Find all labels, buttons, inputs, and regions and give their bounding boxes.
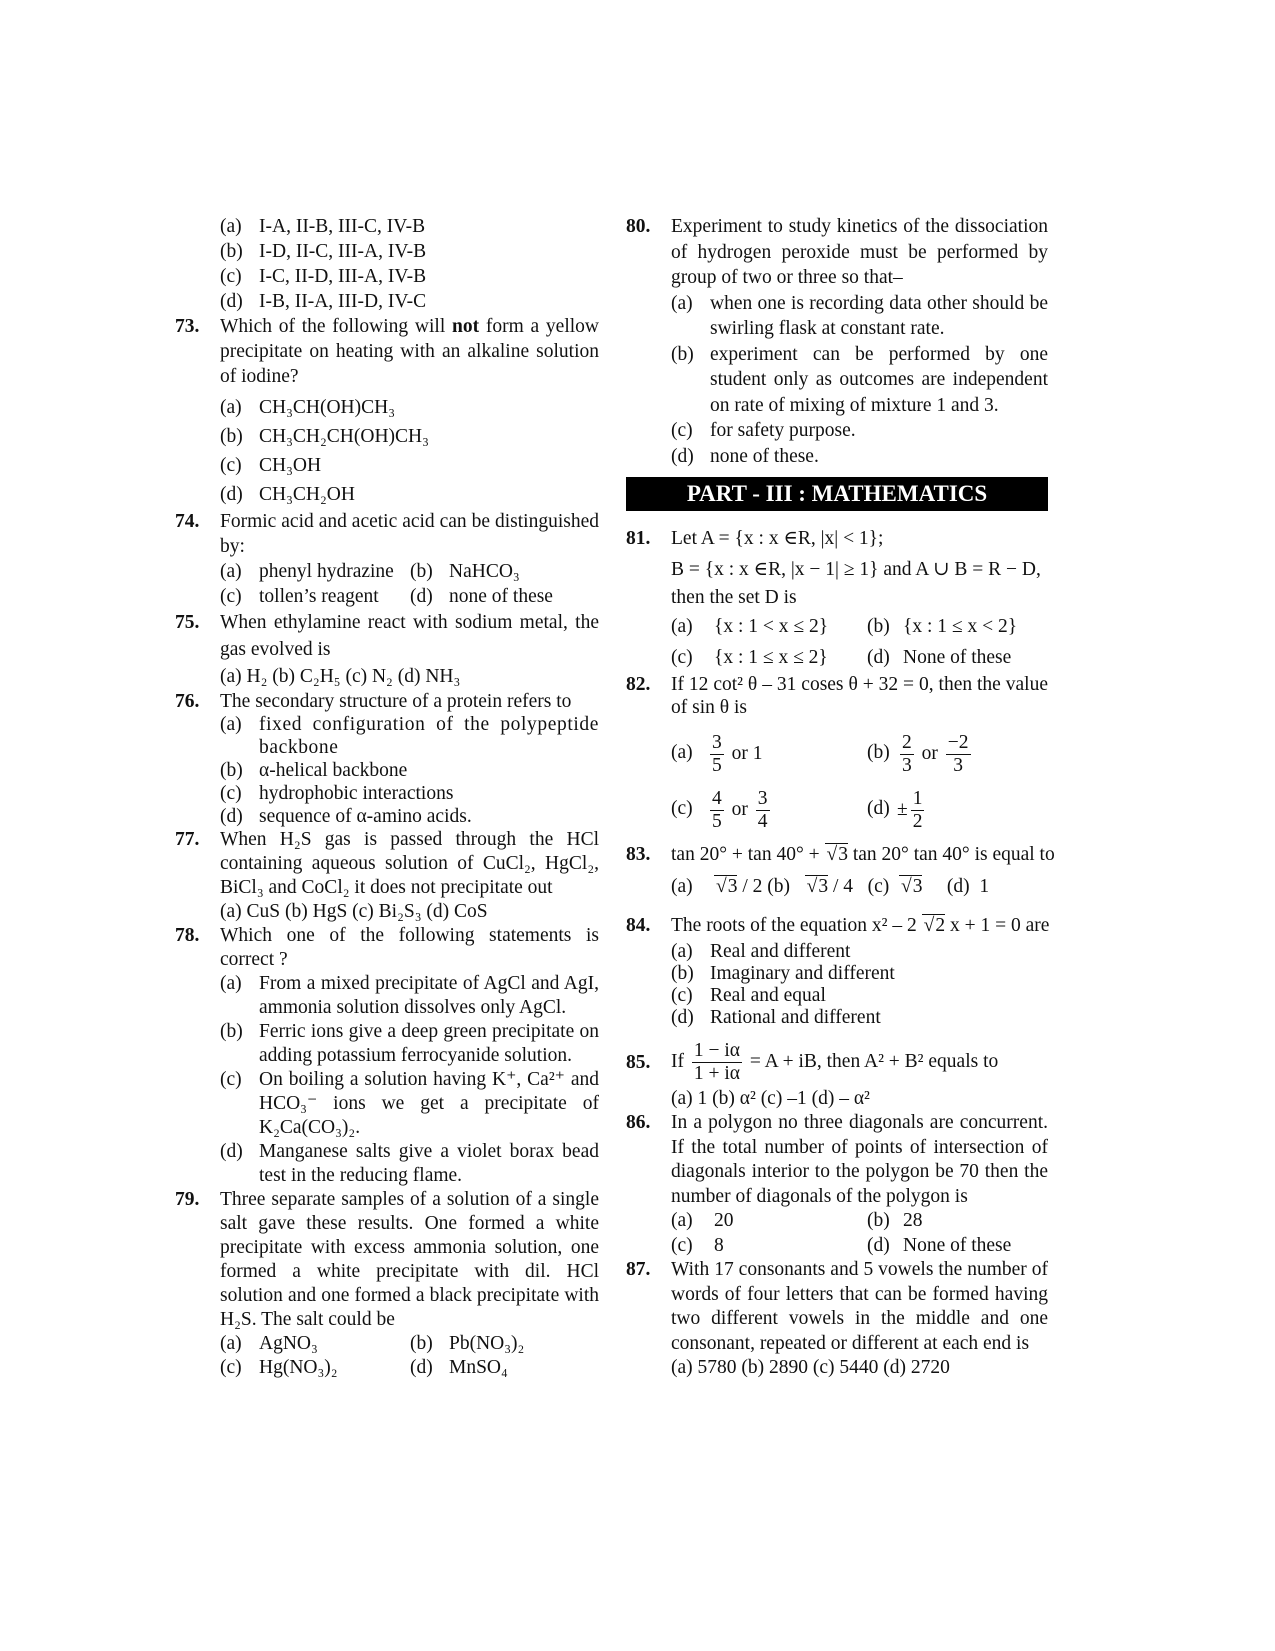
prev-question-options [175, 214, 599, 314]
question-75: 75. When ethylamine react with sodium metal, the gas evolved is (a) H₂ (b) C₂H₅ (c) N₂ (d) NH₃ [175, 612, 599, 687]
fraction: $\frac{1 - i\alpha}{1 + i\alpha}$ [693, 1039, 741, 1084]
question-83: 83. tan 20° + tan 40° + √ 3 tan 20° tan 40° is equal to (a)√ 3 / 2 (b) √ 3 / 4 (c) √ 3 (d) 1 [626, 839, 1048, 903]
fraction: $\frac{2}{3}$ [902, 731, 912, 776]
option: (c) I-C, II-D, III-A, IV-B [220, 266, 427, 287]
question-number: 73. [175, 316, 200, 337]
question-82: 82. If 12 cot² θ – 31 coses θ + 32 = 0, then the value of sin θ is (a) $\frac{3}{5}$ or 1 (b) $\frac{2}{3}$ or $\frac{-2}{3}$ (c) $\frac{4}{5}$ or $\frac{3}{4}$ (d) ± $\frac{1}{2}$ [626, 674, 1048, 832]
option: (b) I-D, II-C, III-A, IV-B [220, 241, 427, 262]
fraction: $\frac{3}{4}$ [757, 787, 768, 832]
section-banner: PART - III : MATHEMATICS [626, 477, 1048, 511]
question-78: 78. Which one of the following statements is correct ? (a) From a mixed precipitate of AgCl and AgI, ammonia solution dissolves only AgCl. (b) Ferric ions give a deep green precipitate on adding potassium ferrocyanide solution. (c) On boiling a solution having K⁺, Ca²⁺ and HCO₃⁻ ions we get a precipitate of K₂Ca(CO₃)₂. (d) Manganese salts give a violet borax bead test in the reducing flame. [175, 925, 599, 1186]
right-column [626, 214, 1055, 1381]
option: (d) CH₃CH₂OH [220, 484, 355, 505]
sqrt: √ 3 [825, 843, 848, 865]
fraction: $\frac{4}{5}$ [712, 787, 722, 832]
question-81: 81. Let A = {x : x ∈R, |x| < 1}; B = {x : x ∈R, |x − 1| ≥ 1} and A ∪ B = R − D, then the set D is (a) {x : 1 < x ≤ 2} (b) {x : 1 ≤ x < 2} (c) {x : 1 ≤ x ≤ 2} (d) None of these [626, 528, 1041, 668]
question-text: Which of the following will not form a yellow precipitate on heating with an alkaline solution of iodine? [220, 316, 600, 387]
fraction: $\frac{1}{2}$ [912, 787, 923, 832]
fraction: $\frac{-2}{3}$ [947, 731, 969, 776]
question-87: 87. With 17 consonants and 5 vowels the number of words of four letters that can be formed having two different vowels in the middle and one consonant, repeated or different at each end is (a) 5780 (b) 2890 (c) 5440 (d) 2720 [626, 1259, 1048, 1378]
question-80: 80. Experiment to study kinetics of the dissociation of hydrogen peroxide must be performed by group of two or three so that– (a) when one is recording data other should be swirling flask at constant rate. (b) experiment can be performed by one student only as outcomes are independent on rate of mixing of mixture 1 and 3. (c) for safety purpose. (d) none of these. [626, 216, 1048, 467]
fraction: $\frac{3}{5}$ [712, 731, 722, 776]
option: (c) CH₃OH [220, 455, 322, 476]
question-85: 85. If $\frac{1 - i\alpha}{1 + i\alpha}$ = A + iB, then A² + B² equals to (a) 1 (b) α² (c) –1 (d) – α² [626, 1039, 999, 1109]
question-86: 86. In a polygon no three diagonals are concurrent. If the total number of points of intersection of diagonals interior to the polygon be 70 then the number of diagonals of the polygon is (a) 20 (b) 28 (c) 8 (d) None of these [626, 1112, 1048, 1256]
question-79: 79. Three separate samples of a solution of a single salt gave these results. One formed a white precipitate with excess ammonia solution, one formed a white precipitate with dil. HCl solution and one formed a black precipitate with H₂S. The salt could be (a) AgNO₃ (b) Pb(NO₃)₂ (c) Hg(NO₃)₂ (d) MnSO₄ [175, 1189, 599, 1378]
question-77: 77. When H₂S gas is passed through the HCl containing aqueous solution of CuCl₂, HgCl₂, BiCl₃ and CoCl₂ it does not precipitate out (a) CuS (b) HgS (c) Bi₂S₃ (d) CoS [175, 829, 599, 922]
option: (a) CH₃CH(OH)CH₃ [220, 397, 396, 418]
option: (a) I-A, II-B, III-C, IV-B [220, 216, 426, 237]
question-74: 74. Formic acid and acetic acid can be distinguished by: (a) phenyl hydrazine (b) NaHCO₃ (c) tollen’s reagent (d) none of these [175, 511, 599, 607]
question-84: 84. The roots of the equation x² – 2 √ 2 x + 1 = 0 are (a) Real and different (b) Imaginary and different (c) Real and equal (d) Rational and different [626, 911, 1048, 1029]
left-column [175, 214, 599, 1380]
question-76: 76. The secondary structure of a protein refers to (a) fixed configuration of the polypeptide backbone (b) α-helical backbone (c) hydrophobic interactions (d) sequence of α-amino acids. [175, 691, 599, 827]
option: (d) I-B, II-A, III-D, IV-C [220, 291, 427, 312]
option: (b) CH₃CH₂CH(OH)CH₃ [220, 426, 429, 447]
question-73 [175, 314, 599, 509]
